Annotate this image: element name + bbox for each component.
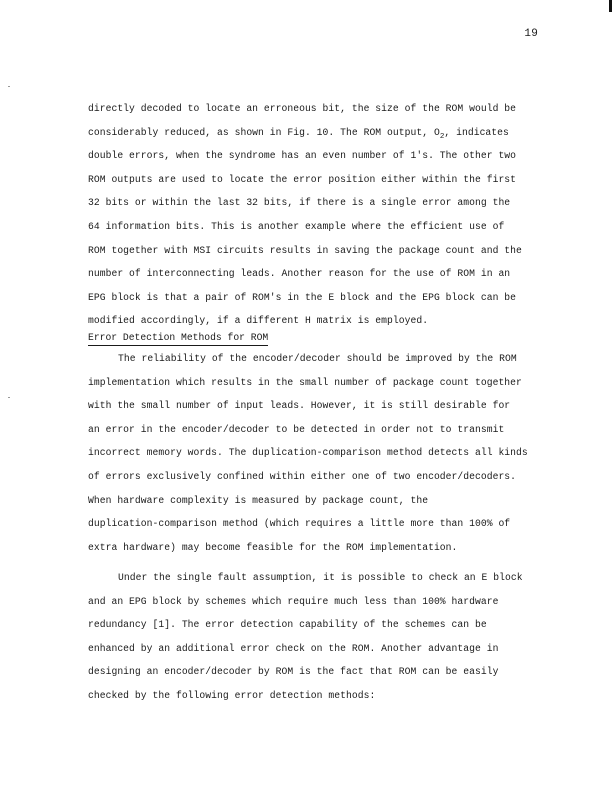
paragraph-line: 64 information bits. This is another example where the efficient use of — [88, 220, 505, 232]
paragraph-3 — [88, 566, 553, 708]
paragraph-line-tail: , indicates — [444, 126, 509, 138]
paragraph-line: enhanced by an additional error check on the ROM. Another advantage in — [88, 642, 499, 654]
paragraph-line: When hardware complexity is measured by package count, the — [88, 494, 429, 506]
paragraph-line: checked by the following error detection methods: — [88, 689, 376, 701]
paragraph-line: 32 bits or within the last 32 bits, if there is a single error among the — [88, 197, 511, 209]
paragraph-line: incorrect memory words. The duplication-comparison method detects all kinds — [88, 447, 528, 459]
paragraph-line: EPG block is that a pair of ROM's in the E block and the EPG block can be — [88, 291, 517, 303]
paragraph-line: Under the single fault assumption, it is possible to check an E block — [118, 572, 523, 583]
paragraph-line-text: considerably reduced, as shown in Fig. 10. The ROM output, — [88, 126, 434, 138]
rom-output-symbol: O — [433, 126, 440, 138]
rom-output-subscript: 2 — [439, 132, 445, 141]
paragraph-2 — [88, 347, 553, 559]
paragraph-line: of errors exclusively confined within either one of two encoder/decoders. — [88, 470, 517, 482]
scan-speck — [8, 397, 10, 398]
paragraph-line: with the small number of input leads. However, it is still desirable for — [88, 400, 511, 412]
paragraph-line: ROM together with MSI circuits results in saving the package count and the — [88, 244, 522, 256]
paragraph-line: an error in the encoder/decoder to be detected in order not to transmit — [88, 423, 505, 435]
paragraph-line: duplication-comparison method (which requires a little more than 100% of — [88, 518, 511, 530]
paragraph-line: double errors, when the syndrome has an even number of 1's. The other two — [88, 150, 517, 162]
paragraph-line: implementation which results in the small number of package count together — [88, 376, 522, 388]
paragraph-line: modified accordingly, if a different H matrix is employed. — [88, 315, 429, 327]
paragraph-line: The reliability of the encoder/decoder should be improved by the ROM — [118, 353, 517, 364]
paragraph-line: designing an encoder/decoder by ROM is the fact that ROM can be easily — [88, 666, 499, 678]
paragraph-line: ROM outputs are used to locate the error position either within the first — [88, 173, 517, 185]
paragraph-line: directly decoded to locate an erroneous bit, the size of the ROM would be — [88, 103, 517, 114]
paragraph-line: and an EPG block by schemes which require much less than 100% hardware — [88, 595, 499, 607]
paragraph-line: number of interconnecting leads. Another reason for the use of ROM in an — [88, 268, 511, 280]
page-number: 19 — [524, 28, 538, 40]
paragraph-line: extra hardware) may become feasible for the ROM implementation. — [88, 541, 458, 553]
section-heading: Error Detection Methods for ROM — [88, 331, 268, 346]
paragraph-line: redundancy [1]. The error detection capability of the schemes can be — [88, 619, 487, 631]
paragraph-1 — [88, 97, 553, 333]
paragraph-line — [88, 121, 553, 145]
scan-speck — [8, 86, 10, 87]
